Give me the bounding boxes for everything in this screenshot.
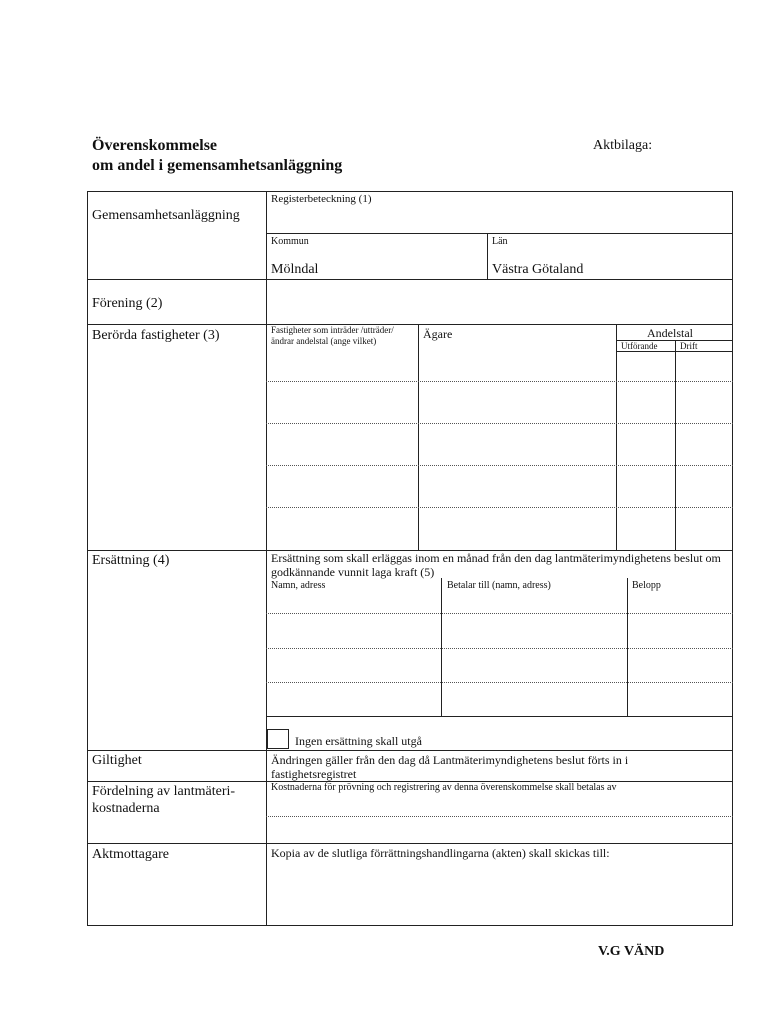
fordelning-label-line2: kostnaderna: [92, 801, 160, 816]
vand-label: V.G VÄND: [598, 944, 665, 959]
ersattning-text: Ersättning som skall erläggas inom en månad från den dag lantmäterimyndighetens beslut om godkännande vunnit laga kraft (5): [271, 551, 721, 579]
agare-column-header: Ägare: [423, 327, 453, 341]
kommun-field[interactable]: Mölndal: [271, 262, 319, 277]
utforande-column-header: Utförande: [621, 341, 658, 351]
form-title: Överenskommelse: [92, 137, 218, 154]
belopp-column-header: Belopp: [632, 580, 661, 591]
lan-label: Län: [492, 236, 508, 247]
betalar-column-header: Betalar till (namn, adress): [447, 580, 551, 591]
aktmottagare-text: Kopia av de slutliga förrättningshandlingarna (akten) skall skickas till:: [271, 846, 610, 860]
aktbilaga-label: Aktbilaga:: [593, 138, 653, 153]
fastighet-column-header: Fastigheter som inträder /utträder/ ändrar andelstal (ange vilket): [271, 325, 394, 346]
aktmottagare-label: Aktmottagare: [92, 847, 169, 862]
lan-field[interactable]: Västra Götaland: [492, 262, 584, 277]
ingen-ersattning-checkbox[interactable]: [267, 729, 289, 749]
giltighet-text: Ändringen gäller från den dag då Lantmäterimyndighetens beslut förts in i fastighetsregistret: [271, 753, 629, 781]
aktmottagare-field[interactable]: [267, 864, 731, 924]
forening-label: Förening (2): [92, 296, 163, 311]
fastighet-row-field[interactable]: [267, 424, 417, 464]
namn-column-header: Namn, adress: [271, 580, 326, 591]
fordelning-field[interactable]: [267, 794, 731, 842]
forening-field[interactable]: [267, 280, 731, 324]
drift-column-header: Drift: [680, 341, 698, 351]
registerbeteckning-label: Registerbeteckning (1): [271, 193, 372, 205]
ingen-ersattning-label: Ingen ersättning skall utgå: [295, 734, 422, 748]
kommun-label: Kommun: [271, 236, 309, 247]
andelstal-column-header: Andelstal: [647, 326, 693, 340]
fastighet-row-field[interactable]: [267, 466, 417, 506]
fastighet-row-field[interactable]: [267, 508, 417, 548]
registerbeteckning-field[interactable]: [267, 205, 731, 233]
ersattning-label: Ersättning (4): [92, 553, 170, 568]
fordelning-label-line1: Fördelning av lantmäteri-: [92, 784, 236, 799]
fastigheter-label: Berörda fastigheter (3): [92, 328, 220, 343]
gemensamhet-label: Gemensamhetsanläggning: [92, 208, 240, 223]
fastighet-row-field[interactable]: [267, 382, 417, 422]
form-subtitle: om andel i gemensamhetsanläggning: [92, 157, 343, 174]
fordelning-text: Kostnaderna för prövning och registrering av denna överenskommelse skall betalas av: [271, 782, 617, 793]
giltighet-label: Giltighet: [92, 753, 142, 768]
